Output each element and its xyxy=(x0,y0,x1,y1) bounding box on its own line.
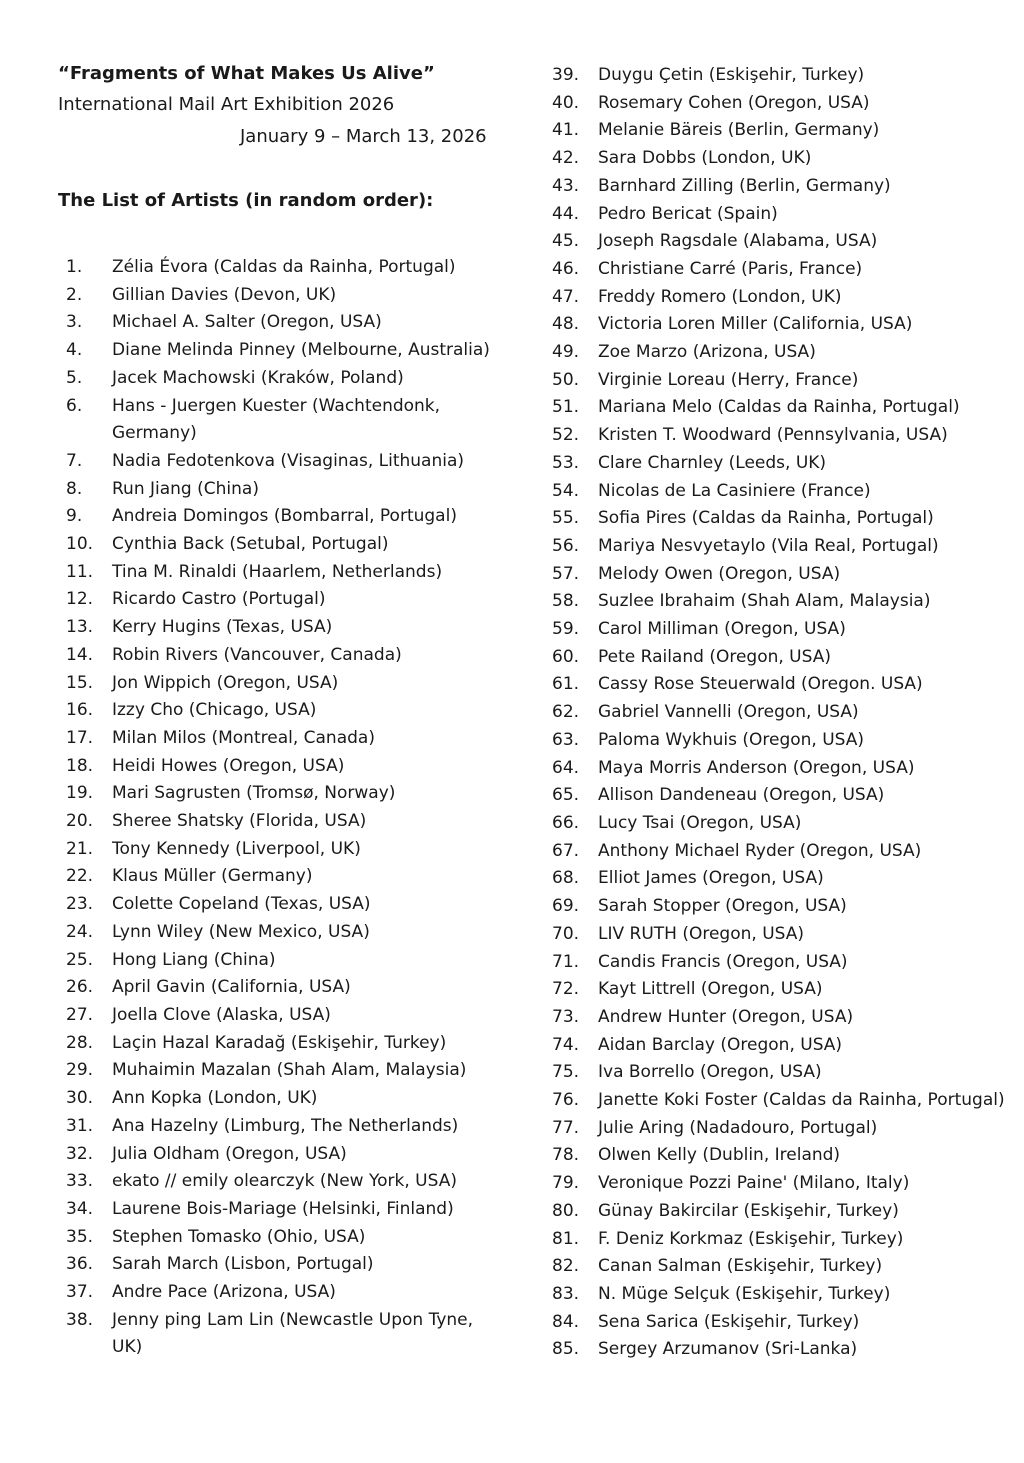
artist-list-item xyxy=(58,1057,494,1085)
artist-list-item xyxy=(550,1004,1010,1032)
artist-list-item xyxy=(550,1336,1010,1364)
artist-name: Hong Liang (China) xyxy=(112,949,276,970)
artist-list-item xyxy=(550,976,1010,1004)
artist-name: Andrew Hunter (Oregon, USA) xyxy=(598,1006,854,1027)
artist-number: 85. xyxy=(552,1339,580,1360)
artist-number: 11. xyxy=(66,561,94,582)
artist-name: Kerry Hugins (Texas, USA) xyxy=(112,617,333,638)
artist-name: Aidan Barclay (Oregon, USA) xyxy=(598,1034,843,1055)
artist-name: Sofia Pires (Caldas da Rainha, Portugal) xyxy=(598,508,934,529)
artist-list-item xyxy=(58,891,494,919)
artist-name: Nicolas de La Casiniere (France) xyxy=(598,480,871,501)
artist-number: 54. xyxy=(552,480,580,501)
artist-name: Gillian Davies (Devon, UK) xyxy=(112,284,337,305)
artist-name: Sheree Shatsky (Florida, USA) xyxy=(112,811,367,832)
artist-number: 82. xyxy=(552,1256,580,1277)
artist-list-item xyxy=(550,201,1010,229)
artist-number: 22. xyxy=(66,866,94,887)
artist-list-item xyxy=(550,228,1010,256)
artist-list-item xyxy=(550,1059,1010,1087)
artist-number: 70. xyxy=(552,923,580,944)
artist-number: 37. xyxy=(66,1282,94,1303)
artist-name: Pete Railand (Oregon, USA) xyxy=(598,646,831,667)
artist-number: 14. xyxy=(66,644,94,665)
artist-number: 20. xyxy=(66,811,94,832)
artist-number: 5. xyxy=(66,367,83,388)
artist-list-item xyxy=(550,145,1010,173)
artist-list-item xyxy=(58,725,494,753)
artist-number: 56. xyxy=(552,535,580,556)
artist-name: Nadia Fedotenkova (Visaginas, Lithuania) xyxy=(112,450,465,471)
artist-name: Stephen Tomasko (Ohio, USA) xyxy=(112,1226,366,1247)
artist-list-item xyxy=(58,863,494,891)
artist-number: 28. xyxy=(66,1032,94,1053)
artist-number: 75. xyxy=(552,1062,580,1083)
artist-number: 3. xyxy=(66,312,83,333)
artist-name: Joseph Ragsdale (Alabama, USA) xyxy=(598,231,878,252)
artist-list-item xyxy=(58,531,494,559)
artist-number: 31. xyxy=(66,1115,94,1136)
artist-list-item xyxy=(58,614,494,642)
artist-list-item xyxy=(58,974,494,1002)
artist-name: Victoria Loren Miller (California, USA) xyxy=(598,314,913,335)
artist-name: ekato // emily olearczyk (New York, USA) xyxy=(112,1171,457,1192)
artist-list-item xyxy=(58,282,494,310)
artist-number: 57. xyxy=(552,563,580,584)
artist-number: 45. xyxy=(552,231,580,252)
artist-list-item xyxy=(550,117,1010,145)
artist-name: Ricardo Castro (Portugal) xyxy=(112,589,326,610)
artist-number: 80. xyxy=(552,1200,580,1221)
artist-name: Clare Charnley (Leeds, UK) xyxy=(598,452,827,473)
artist-number: 4. xyxy=(66,340,83,361)
artist-name: Hans - Juergen Kuester (Wachtendonk, Germany) xyxy=(112,395,441,444)
artist-list-item xyxy=(58,1113,494,1141)
artist-list-item xyxy=(550,394,1010,422)
artist-list-item xyxy=(550,533,1010,561)
artist-name: Sarah March (Lisbon, Portugal) xyxy=(112,1254,374,1275)
artist-list-item xyxy=(58,1279,494,1307)
artist-number: 24. xyxy=(66,921,94,942)
artist-list-item xyxy=(58,309,494,337)
artist-list-item xyxy=(550,838,1010,866)
artist-number: 27. xyxy=(66,1004,94,1025)
artist-name: Jacek Machowski (Kraków, Poland) xyxy=(112,367,404,388)
artist-number: 44. xyxy=(552,203,580,224)
artist-list-item xyxy=(58,1224,494,1252)
artist-list-item xyxy=(58,1307,494,1362)
artist-name: Elliot James (Oregon, USA) xyxy=(598,868,824,889)
artist-number: 50. xyxy=(552,369,580,390)
artist-list-item xyxy=(550,339,1010,367)
artist-list-item xyxy=(550,755,1010,783)
artist-list-item xyxy=(550,921,1010,949)
artist-list-item xyxy=(550,478,1010,506)
artist-number: 73. xyxy=(552,1006,580,1027)
artist-number: 53. xyxy=(552,452,580,473)
artist-name: Carol Milliman (Oregon, USA) xyxy=(598,619,846,640)
artist-number: 65. xyxy=(552,785,580,806)
artist-name: LIV RUTH (Oregon, USA) xyxy=(598,923,805,944)
artist-list-item xyxy=(550,671,1010,699)
artist-name: Cassy Rose Steuerwald (Oregon. USA) xyxy=(598,674,923,695)
artist-name: Duygu Çetin (Eskişehir, Turkey) xyxy=(598,65,865,85)
artist-name: Zélia Évora (Caldas da Rainha, Portugal) xyxy=(112,257,456,277)
artist-list-item xyxy=(58,476,494,504)
artist-name: Diane Melinda Pinney (Melbourne, Australia) xyxy=(112,340,490,361)
artist-number: 43. xyxy=(552,175,580,196)
artist-list-item xyxy=(550,1032,1010,1060)
artist-list-item xyxy=(58,808,494,836)
artist-name: Heidi Howes (Oregon, USA) xyxy=(112,755,345,776)
artist-number: 81. xyxy=(552,1228,580,1249)
artist-number: 71. xyxy=(552,951,580,972)
artist-list-item xyxy=(58,365,494,393)
artist-number: 33. xyxy=(66,1171,94,1192)
artist-name: Pedro Bericat (Spain) xyxy=(598,203,778,224)
artist-name: Zoe Marzo (Arizona, USA) xyxy=(598,342,816,363)
artist-list-item xyxy=(58,448,494,476)
artist-number: 32. xyxy=(66,1143,94,1164)
artist-number: 72. xyxy=(552,979,580,1000)
artist-name: Gabriel Vannelli (Oregon, USA) xyxy=(598,702,859,723)
artist-number: 13. xyxy=(66,617,94,638)
artist-number: 16. xyxy=(66,700,94,721)
artist-list-item xyxy=(550,311,1010,339)
artist-number: 17. xyxy=(66,727,94,748)
artist-number: 8. xyxy=(66,478,83,499)
artist-list-item xyxy=(58,1002,494,1030)
artist-number: 67. xyxy=(552,840,580,861)
artist-name: Barnhard Zilling (Berlin, Germany) xyxy=(598,175,891,196)
artist-list-item xyxy=(550,1198,1010,1226)
artist-number: 49. xyxy=(552,342,580,363)
artist-name: Tina M. Rinaldi (Haarlem, Netherlands) xyxy=(112,561,443,582)
artist-name: Freddy Romero (London, UK) xyxy=(598,286,842,307)
artist-name: N. Müge Selçuk (Eskişehir, Turkey) xyxy=(598,1283,891,1304)
artist-list-item xyxy=(58,947,494,975)
artist-name: Kristen T. Woodward (Pennsylvania, USA) xyxy=(598,425,948,446)
artist-name: Cynthia Back (Setubal, Portugal) xyxy=(112,534,389,555)
artist-list-item xyxy=(58,586,494,614)
artist-name: Klaus Müller (Germany) xyxy=(112,866,313,887)
artist-name: Lucy Tsai (Oregon, USA) xyxy=(598,812,802,833)
artist-list-item xyxy=(550,616,1010,644)
artist-number: 29. xyxy=(66,1060,94,1081)
artist-list-item xyxy=(58,753,494,781)
artist-list-item xyxy=(550,865,1010,893)
artist-list-item xyxy=(550,1253,1010,1281)
artist-list-item xyxy=(550,1281,1010,1309)
artist-number: 77. xyxy=(552,1117,580,1138)
artist-list-item xyxy=(58,919,494,947)
artist-name: Tony Kennedy (Liverpool, UK) xyxy=(112,838,361,859)
artist-name: Julie Aring (Nadadouro, Portugal) xyxy=(598,1117,878,1138)
artist-number: 19. xyxy=(66,783,94,804)
artist-name: Milan Milos (Montreal, Canada) xyxy=(112,727,375,748)
artist-list-heading: The List of Artists (in random order): xyxy=(58,190,434,211)
artist-list-item xyxy=(550,90,1010,118)
artist-name: F. Deniz Korkmaz (Eskişehir, Turkey) xyxy=(598,1228,904,1249)
artist-list-item xyxy=(58,1141,494,1169)
artist-number: 41. xyxy=(552,120,580,141)
artist-number: 76. xyxy=(552,1090,580,1111)
artist-name: April Gavin (California, USA) xyxy=(112,977,351,998)
artist-number: 68. xyxy=(552,868,580,889)
artist-number: 52. xyxy=(552,425,580,446)
artist-name: Canan Salman (Eskişehir, Turkey) xyxy=(598,1256,883,1277)
artist-number: 9. xyxy=(66,506,83,527)
artist-list-item xyxy=(550,810,1010,838)
artist-list-item xyxy=(58,780,494,808)
artist-number: 47. xyxy=(552,286,580,307)
artist-list-item xyxy=(58,503,494,531)
artist-name: Sena Sarica (Eskişehir, Turkey) xyxy=(598,1311,860,1332)
artist-list-left xyxy=(58,254,494,1362)
artist-list-item xyxy=(58,337,494,365)
artist-list-item xyxy=(58,642,494,670)
artist-list-item xyxy=(550,62,1010,90)
artist-number: 42. xyxy=(552,148,580,169)
artist-number: 63. xyxy=(552,729,580,750)
artist-name: Melanie Bäreis (Berlin, Germany) xyxy=(598,120,880,141)
artist-list-item xyxy=(550,1170,1010,1198)
artist-name: Run Jiang (China) xyxy=(112,478,259,499)
artist-name: Lynn Wiley (New Mexico, USA) xyxy=(112,921,370,942)
artist-name: Suzlee Ibrahaim (Shah Alam, Malaysia) xyxy=(598,591,931,612)
artist-name: Jon Wippich (Oregon, USA) xyxy=(112,672,339,693)
artist-name: Muhaimin Mazalan (Shah Alam, Malaysia) xyxy=(112,1060,467,1081)
artist-number: 38. xyxy=(66,1309,94,1330)
artist-list-item xyxy=(550,727,1010,755)
artist-name: Sarah Stopper (Oregon, USA) xyxy=(598,896,847,917)
artist-list-item xyxy=(550,699,1010,727)
exhibition-subtitle: International Mail Art Exhibition 2026 xyxy=(58,94,395,115)
artist-number: 74. xyxy=(552,1034,580,1055)
artist-list-item xyxy=(550,644,1010,672)
artist-number: 36. xyxy=(66,1254,94,1275)
artist-number: 23. xyxy=(66,894,94,915)
artist-list-item xyxy=(550,173,1010,201)
artist-number: 66. xyxy=(552,812,580,833)
artist-name: Andreia Domingos (Bombarral, Portugal) xyxy=(112,506,457,527)
artist-list-item xyxy=(550,256,1010,284)
artist-list-item xyxy=(58,697,494,725)
artist-number: 2. xyxy=(66,284,83,305)
artist-number: 35. xyxy=(66,1226,94,1247)
artist-list-item xyxy=(58,670,494,698)
artist-name: Mariana Melo (Caldas da Rainha, Portugal) xyxy=(598,397,960,418)
artist-number: 7. xyxy=(66,450,83,471)
artist-list-item xyxy=(550,1115,1010,1143)
artist-name: Mariya Nesvyetaylo (Vila Real, Portugal) xyxy=(598,535,939,556)
artist-list-item xyxy=(550,422,1010,450)
artist-list-item xyxy=(58,1196,494,1224)
artist-list-item xyxy=(550,367,1010,395)
artist-list-item xyxy=(58,1085,494,1113)
artist-number: 78. xyxy=(552,1145,580,1166)
exhibition-dates: January 9 – March 13, 2026 xyxy=(240,126,487,147)
artist-name: Joella Clove (Alaska, USA) xyxy=(112,1004,331,1025)
artist-name: Colette Copeland (Texas, USA) xyxy=(112,894,371,915)
artist-number: 46. xyxy=(552,258,580,279)
artist-list-item xyxy=(58,836,494,864)
exhibition-title: “Fragments of What Makes Us Alive” xyxy=(58,63,435,84)
artist-list-item xyxy=(550,1309,1010,1337)
artist-number: 83. xyxy=(552,1283,580,1304)
artist-name: Christiane Carré (Paris, France) xyxy=(598,258,863,279)
artist-name: Jenny ping Lam Lin (Newcastle Upon Tyne, UK) xyxy=(112,1309,474,1358)
artist-name: Allison Dandeneau (Oregon, USA) xyxy=(598,785,885,806)
artist-name: Candis Francis (Oregon, USA) xyxy=(598,951,848,972)
artist-list-item xyxy=(550,1226,1010,1254)
artist-number: 79. xyxy=(552,1173,580,1194)
artist-number: 58. xyxy=(552,591,580,612)
artist-list-item xyxy=(550,284,1010,312)
artist-number: 34. xyxy=(66,1198,94,1219)
artist-list-item xyxy=(550,588,1010,616)
artist-list-item xyxy=(550,949,1010,977)
artist-list-item xyxy=(58,1168,494,1196)
artist-name: Günay Bakircilar (Eskişehir, Turkey) xyxy=(598,1200,899,1221)
artist-number: 39. xyxy=(552,65,580,85)
artist-name: Izzy Cho (Chicago, USA) xyxy=(112,700,317,721)
artist-list-item xyxy=(58,1030,494,1058)
artist-number: 48. xyxy=(552,314,580,335)
artist-name: Iva Borrello (Oregon, USA) xyxy=(598,1062,822,1083)
artist-name: Rosemary Cohen (Oregon, USA) xyxy=(598,92,870,113)
artist-list-right xyxy=(550,62,1010,1364)
artist-number: 51. xyxy=(552,397,580,418)
artist-number: 30. xyxy=(66,1088,94,1109)
artist-name: Virginie Loreau (Herry, France) xyxy=(598,369,859,390)
artist-number: 62. xyxy=(552,702,580,723)
artist-number: 21. xyxy=(66,838,94,859)
artist-number: 25. xyxy=(66,949,94,970)
artist-name: Laurene Bois-Mariage (Helsinki, Finland) xyxy=(112,1198,454,1219)
artist-list-item xyxy=(550,893,1010,921)
artist-name: Anthony Michael Ryder (Oregon, USA) xyxy=(598,840,922,861)
artist-number: 40. xyxy=(552,92,580,113)
right-column xyxy=(550,62,1010,1364)
artist-name: Melody Owen (Oregon, USA) xyxy=(598,563,841,584)
artist-number: 55. xyxy=(552,508,580,529)
artist-name: Paloma Wykhuis (Oregon, USA) xyxy=(598,729,865,750)
artist-list-item xyxy=(550,1142,1010,1170)
artist-list-item xyxy=(58,393,494,448)
artist-list-item xyxy=(58,254,494,282)
artist-list-item xyxy=(550,505,1010,533)
artist-list-item xyxy=(58,1251,494,1279)
artist-number: 6. xyxy=(66,395,83,416)
artist-name: Andre Pace (Arizona, USA) xyxy=(112,1282,336,1303)
artist-number: 64. xyxy=(552,757,580,778)
artist-name: Laçin Hazal Karadağ (Eskişehir, Turkey) xyxy=(112,1032,447,1053)
artist-list-item xyxy=(550,450,1010,478)
artist-number: 18. xyxy=(66,755,94,776)
artist-name: Ann Kopka (London, UK) xyxy=(112,1088,318,1109)
artist-number: 1. xyxy=(66,257,83,277)
artist-list-item xyxy=(550,1087,1010,1115)
artist-number: 59. xyxy=(552,619,580,640)
artist-number: 10. xyxy=(66,534,94,555)
artist-list-item xyxy=(58,559,494,587)
artist-name: Janette Koki Foster (Caldas da Rainha, Portugal) xyxy=(598,1090,1005,1111)
artist-name: Maya Morris Anderson (Oregon, USA) xyxy=(598,757,915,778)
artist-number: 26. xyxy=(66,977,94,998)
artist-name: Sara Dobbs (London, UK) xyxy=(598,148,812,169)
artist-number: 69. xyxy=(552,896,580,917)
artist-name: Robin Rivers (Vancouver, Canada) xyxy=(112,644,402,665)
artist-name: Olwen Kelly (Dublin, Ireland) xyxy=(598,1145,841,1166)
artist-name: Julia Oldham (Oregon, USA) xyxy=(112,1143,347,1164)
artist-name: Michael A. Salter (Oregon, USA) xyxy=(112,312,382,333)
artist-number: 61. xyxy=(552,674,580,695)
artist-number: 60. xyxy=(552,646,580,667)
artist-number: 15. xyxy=(66,672,94,693)
artist-number: 84. xyxy=(552,1311,580,1332)
artist-name: Kayt Littrell (Oregon, USA) xyxy=(598,979,823,1000)
artist-number: 12. xyxy=(66,589,94,610)
artist-name: Sergey Arzumanov (Sri-Lanka) xyxy=(598,1339,858,1360)
artist-name: Mari Sagrusten (Tromsø, Norway) xyxy=(112,783,396,804)
artist-name: Veronique Pozzi Paine' (Milano, Italy) xyxy=(598,1173,910,1194)
artist-list-item xyxy=(550,561,1010,589)
artist-name: Ana Hazelny (Limburg, The Netherlands) xyxy=(112,1115,459,1136)
artist-list-item xyxy=(550,782,1010,810)
